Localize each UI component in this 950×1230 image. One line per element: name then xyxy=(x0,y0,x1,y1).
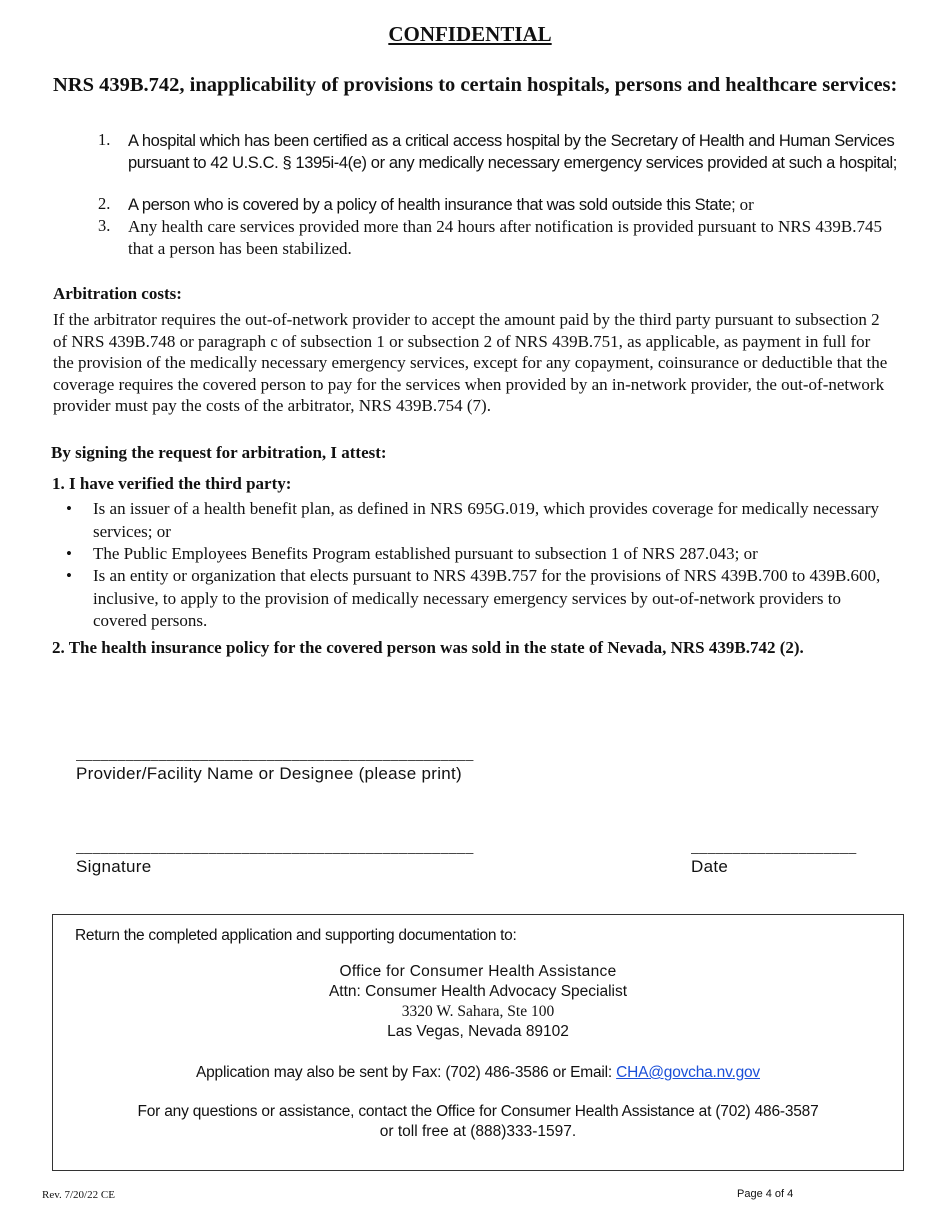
email-link[interactable]: CHA@govcha.nv.gov xyxy=(616,1064,760,1081)
date-line[interactable]: ____________________ xyxy=(691,838,857,854)
third-party-bullet-list xyxy=(66,498,886,633)
arbitration-costs-heading: Arbitration costs: xyxy=(53,284,182,303)
fax-email-line xyxy=(53,1064,903,1082)
list-item-text: Any health care services provided more than 24 hours after notification is provided pursuant to NRS 439B.745 that a person has been stabilized. xyxy=(128,217,882,258)
page-number: Page 4 of 4 xyxy=(737,1188,794,1200)
nrs-exemption-list xyxy=(98,130,898,260)
list-item-text xyxy=(128,194,898,217)
signature-line[interactable]: ________________________________________________ xyxy=(76,838,474,854)
bullet-icon: • xyxy=(66,499,72,518)
list-item-number: 1. xyxy=(98,130,111,149)
list-item-text-suffix: or xyxy=(735,195,754,214)
list-item-text: A hospital which has been certified as a critical access hospital by the Secretary of Health and Human Services pursuant to 42 U.S.C. § 1395i-4(e) or any medically necessary emergency services provided at such a hospital; xyxy=(128,132,897,172)
return-instructions-box xyxy=(52,914,904,1171)
signature-label: Signature xyxy=(76,857,152,876)
confidential-title: CONFIDENTIAL xyxy=(388,22,552,46)
bullet-text: Is an entity or organization that elects pursuant to NRS 439B.757 for the provisions of NRS 439B.700 to 439B.600, inclusive, to apply to the provision of medically necessary emergency services by out-of-network providers to covered persons. xyxy=(93,566,881,630)
list-item-text-main: A person who is covered by a policy of health insurance that was sold outside this State; xyxy=(128,196,736,214)
fax-text: Application may also be sent by Fax: (702) 486-3586 or Email: xyxy=(196,1064,612,1081)
bullet-text: The Public Employees Benefits Program established pursuant to subsection 1 of NRS 287.043; or xyxy=(93,544,758,563)
attest-heading: By signing the request for arbitration, I attest: xyxy=(51,443,387,462)
bullet-icon: • xyxy=(66,544,72,563)
date-label: Date xyxy=(691,857,729,876)
questions-line-1: For any questions or assistance, contact the Office for Consumer Health Assistance at (702) 486-3587 xyxy=(137,1103,819,1120)
city-state-zip: Las Vegas, Nevada 89102 xyxy=(387,1023,569,1040)
office-name: Office for Consumer Health Assistance xyxy=(339,963,617,980)
attest-item-2: 2. The health insurance policy for the covered person was sold in the state of Nevada, NRS 439B.742 (2). xyxy=(52,638,804,657)
nrs-section-heading: NRS 439B.742, inapplicability of provisions to certain hospitals, persons and healthcare services: xyxy=(53,74,898,96)
list-item-number: 2. xyxy=(98,194,111,213)
street-address: 3320 W. Sahara, Ste 100 xyxy=(401,1003,555,1020)
attest-item-1: 1. I have verified the third party: xyxy=(52,474,292,493)
questions-line-2: or toll free at (888)333-1597. xyxy=(379,1123,577,1140)
revision-footer: Rev. 7/20/22 CE xyxy=(42,1189,115,1201)
list-item-number: 3. xyxy=(98,216,111,235)
return-intro-text: Return the completed application and supporting documentation to: xyxy=(75,927,517,944)
bullet-icon: • xyxy=(66,566,72,585)
provider-name-line[interactable]: ________________________________________________ xyxy=(76,745,474,761)
attn-line: Attn: Consumer Health Advocacy Specialist xyxy=(328,983,628,1000)
provider-name-label: Provider/Facility Name or Designee (please print) xyxy=(76,764,463,783)
arbitration-costs-paragraph: If the arbitrator requires the out-of-network provider to accept the amount paid by the third party pursuant to subsection 2 of NRS 439B.748 or paragraph c of subsection 1 or subsection 2 of NRS 439B.751, as applicable, as payment in full for the provision of the medically necessary emergency services, except for any copayment, coinsurance or deductible that the coverage requires the covered person to pay for the services when provided by an in-network provider, the out-of-network provider must pay the costs of the arbitrator, NRS 439B.754 (7). xyxy=(53,310,888,415)
bullet-text: Is an issuer of a health benefit plan, as defined in NRS 695G.019, which provides coverage for medically necessary services; or xyxy=(93,499,880,541)
